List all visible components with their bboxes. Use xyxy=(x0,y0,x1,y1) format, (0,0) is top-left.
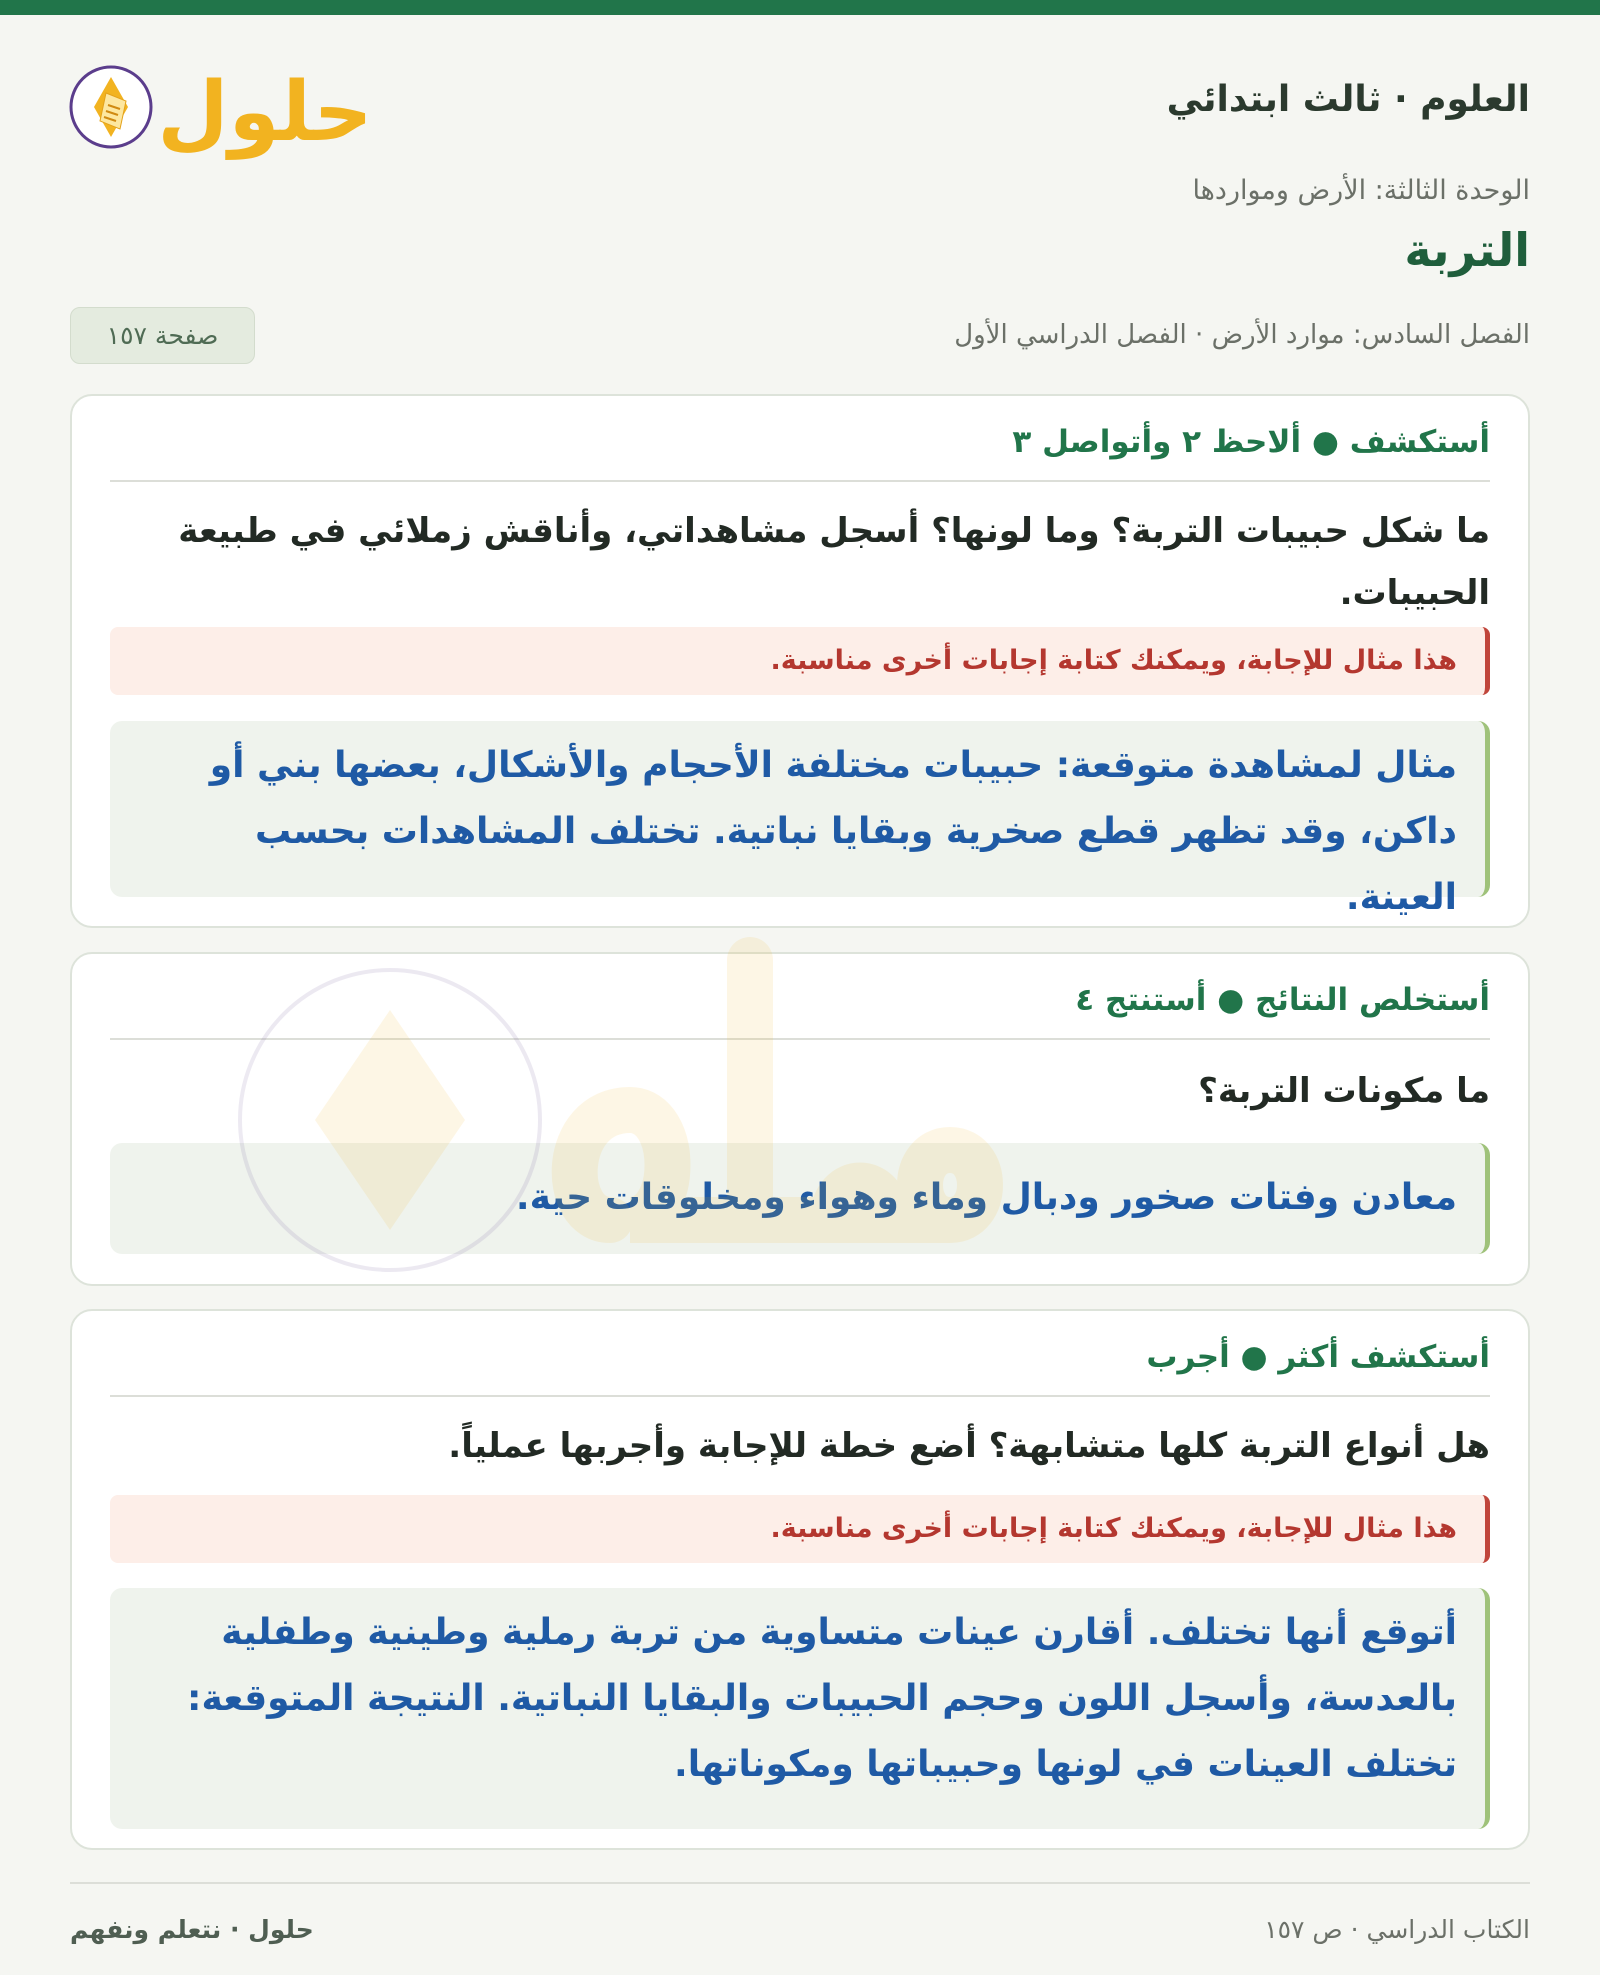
card-heading: أستكشف أكثر ● أجرب xyxy=(110,1339,1490,1397)
question-text: هل أنواع التربة كلها متشابهة؟ أضع خطة للإجابة وأجربها عملياً. xyxy=(448,1426,1490,1466)
page-badge: صفحة ١٥٧ xyxy=(70,307,255,364)
top-accent-bar xyxy=(0,0,1600,15)
answer-box: معادن وفتات صخور ودبال وماء وهواء ومخلوقات حية. xyxy=(110,1143,1490,1254)
answer-note: هذا مثال للإجابة، ويمكنك كتابة إجابات أخرى مناسبة. xyxy=(110,627,1490,695)
card-heading: أستكشف ● ألاحظ ٢ وأتواصل ٣ xyxy=(110,424,1490,482)
lesson-title: التربة xyxy=(1404,223,1530,277)
answer-box: مثال لمشاهدة متوقعة: حبيبات مختلفة الأحجام والأشكال، بعضها بني أو داكن، وقد تظهر قطع صخرية وبقايا نباتية. تختلف المشاهدات بحسب العينة. xyxy=(110,721,1490,897)
subject-title: العلوم · ثالث ابتدائي xyxy=(1166,79,1530,120)
question-card-2 xyxy=(70,952,1530,1286)
question-card-1 xyxy=(70,394,1530,928)
question-text: ما مكونات التربة؟ xyxy=(1198,1071,1490,1111)
card-heading: أستخلص النتائج ● أستنتج ٤ xyxy=(110,982,1490,1040)
footer-divider xyxy=(70,1882,1530,1884)
header xyxy=(70,15,1530,185)
answer-note: هذا مثال للإجابة، ويمكنك كتابة إجابات أخرى مناسبة. xyxy=(110,1495,1490,1563)
answer-box: أتوقع أنها تختلف. أقارن عينات متساوية من تربة رملية وطينية وطفلية بالعدسة، وأسجل اللون وحجم الحبيبات والبقايا النباتية. النتيجة المتوقعة: تختلف العينات في لونها وحبيباتها ومكوناتها. xyxy=(110,1588,1490,1829)
page xyxy=(70,15,1530,1975)
hulul-logo xyxy=(70,45,373,165)
chapter-info: الفصل السادس: موارد الأرض · الفصل الدراسي الأول xyxy=(954,320,1530,350)
logo-text: حلول xyxy=(157,65,373,160)
question-text: ما شكل حبيبات التربة؟ وما لونها؟ أسجل مشاهداتي، وأناقش زملائي في طبيعة الحبيبات. xyxy=(178,511,1490,613)
footer-brand: حلول · نتعلم ونفهم xyxy=(70,1915,314,1944)
question-card-3 xyxy=(70,1309,1530,1850)
unit-title: الوحدة الثالثة: الأرض ومواردها xyxy=(1192,175,1530,206)
footer-book-page: الكتاب الدراسي · ص ١٥٧ xyxy=(1264,1915,1530,1944)
